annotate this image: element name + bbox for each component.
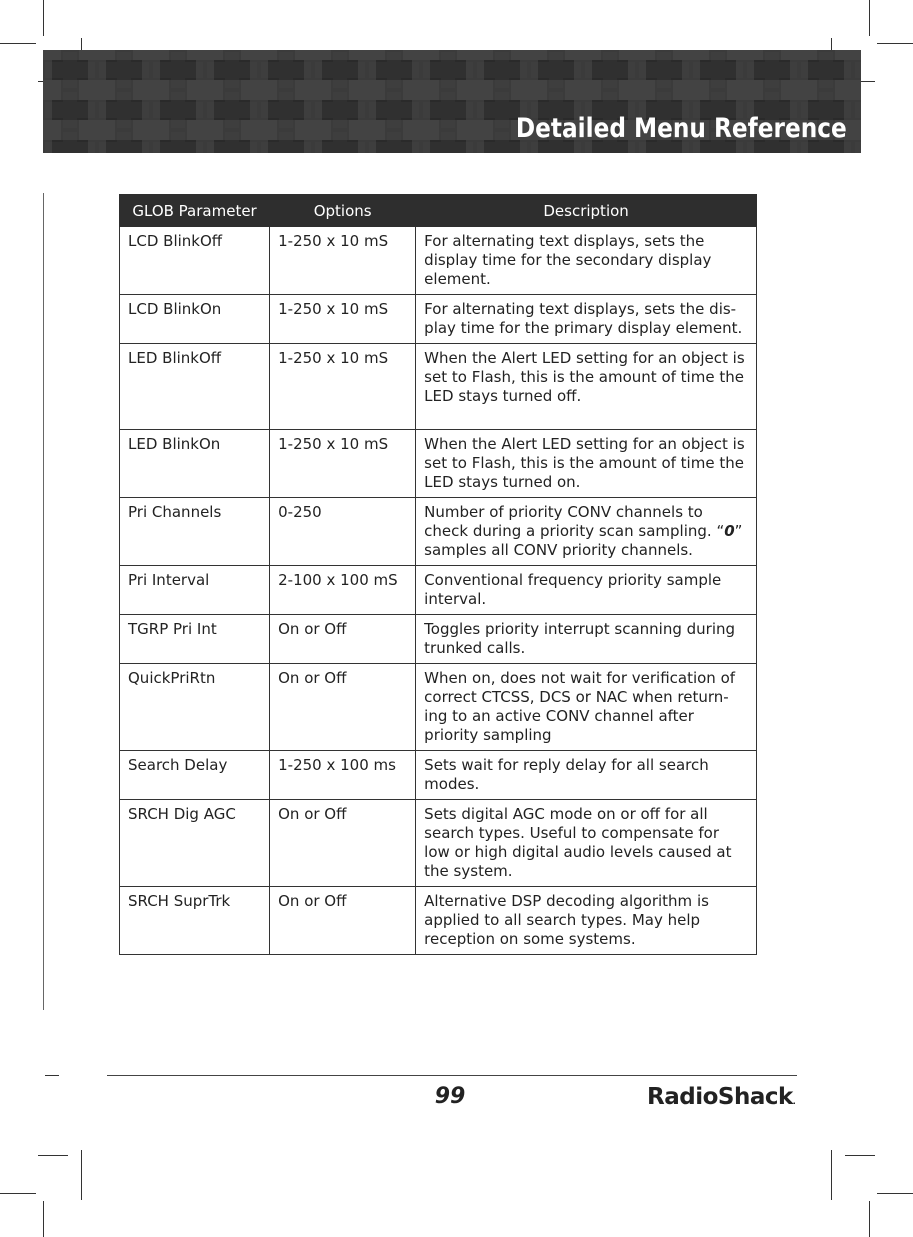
page-title: Detailed Menu Reference	[516, 113, 847, 144]
cell-description	[416, 498, 757, 566]
cell-description: Conventional frequency priority sample interval.	[416, 566, 757, 615]
crop-mark	[43, 1201, 44, 1237]
cell-description: When the Alert LED setting for an object is set to Flash, this is the amount of time the LED stays turned on.	[416, 430, 757, 498]
crop-mark	[45, 1075, 59, 1076]
cell-options: 1-250 x 10 mS	[270, 430, 416, 498]
cell-parameter: SRCH Dig AGC	[120, 800, 270, 887]
cell-description: For alternating text displays, sets the display time for the secondary display element.	[416, 227, 757, 295]
table-row	[120, 227, 757, 295]
crop-mark	[869, 0, 870, 36]
crop-mark	[81, 1150, 82, 1200]
cell-parameter: SRCH SuprTrk	[120, 887, 270, 955]
brand-logo	[647, 1084, 795, 1110]
cell-description: Toggles priority interrupt scanning during trunked calls.	[416, 615, 757, 664]
cell-options: 0-250	[270, 498, 416, 566]
description-emphasis: 0	[724, 522, 735, 540]
table-row	[120, 615, 757, 664]
cell-parameter: LCD BlinkOn	[120, 295, 270, 344]
cell-description: When on, does not wait for verification of correct CTCSS, DCS or NAC when return-ing to an active CONV channel after priority sampling	[416, 664, 757, 751]
cell-options: 2-100 x 100 mS	[270, 566, 416, 615]
crop-mark	[869, 1201, 870, 1237]
cell-parameter: Pri Channels	[120, 498, 270, 566]
glob-parameter-table	[119, 194, 757, 955]
cell-parameter: LCD BlinkOff	[120, 227, 270, 295]
cell-parameter: LED BlinkOn	[120, 430, 270, 498]
cell-options: On or Off	[270, 800, 416, 887]
table-row	[120, 344, 757, 430]
crop-mark	[38, 1155, 68, 1156]
cell-parameter: TGRP Pri Int	[120, 615, 270, 664]
cell-options: 1-250 x 10 mS	[270, 344, 416, 430]
table-row	[120, 295, 757, 344]
brand-mark: .	[792, 1097, 796, 1106]
table-row	[120, 887, 757, 955]
crop-mark	[845, 1155, 875, 1156]
cell-description: Sets digital AGC mode on or off for all search types. Useful to compensate for low or high digital audio levels caused at the system.	[416, 800, 757, 887]
cell-parameter: Pri Interval	[120, 566, 270, 615]
crop-mark	[877, 1193, 913, 1194]
cell-options: 1-250 x 100 ms	[270, 751, 416, 800]
cell-description: Sets wait for reply delay for all search modes.	[416, 751, 757, 800]
brand-name: RadioShack	[647, 1084, 793, 1110]
cell-description: For alternating text displays, sets the dis-play time for the primary display element.	[416, 295, 757, 344]
page-number: 99	[434, 1084, 466, 1109]
description-text: Number of priority CONV channels to check during a priority scan sampling. “	[424, 503, 725, 540]
table-row	[120, 498, 757, 566]
column-header-options: Options	[270, 195, 416, 227]
crop-mark	[877, 43, 913, 44]
cell-options: On or Off	[270, 887, 416, 955]
cell-options: On or Off	[270, 615, 416, 664]
crop-mark	[43, 0, 44, 36]
crop-mark	[831, 1150, 832, 1200]
cell-parameter: QuickPriRtn	[120, 664, 270, 751]
column-header-parameter: GLOB Parameter	[120, 195, 270, 227]
table-row	[120, 664, 757, 751]
crop-mark	[0, 43, 36, 44]
table-header-row	[120, 195, 757, 227]
table-row	[120, 566, 757, 615]
margin-rule	[43, 193, 44, 1010]
table-row	[120, 751, 757, 800]
cell-parameter: Search Delay	[120, 751, 270, 800]
cell-description: When the Alert LED setting for an object is set to Flash, this is the amount of time the LED stays turned off.	[416, 344, 757, 430]
table-row	[120, 430, 757, 498]
description-text: ” samples all CONV priority channels.	[424, 522, 743, 559]
crop-mark	[0, 1193, 36, 1194]
cell-options: 1-250 x 10 mS	[270, 227, 416, 295]
table-row	[120, 800, 757, 887]
cell-description: Alternative DSP decoding algorithm is applied to all search types. May help reception on some systems.	[416, 887, 757, 955]
footer-rule	[107, 1075, 797, 1076]
column-header-description: Description	[416, 195, 757, 227]
cell-parameter: LED BlinkOff	[120, 344, 270, 430]
cell-options: On or Off	[270, 664, 416, 751]
cell-options: 1-250 x 10 mS	[270, 295, 416, 344]
